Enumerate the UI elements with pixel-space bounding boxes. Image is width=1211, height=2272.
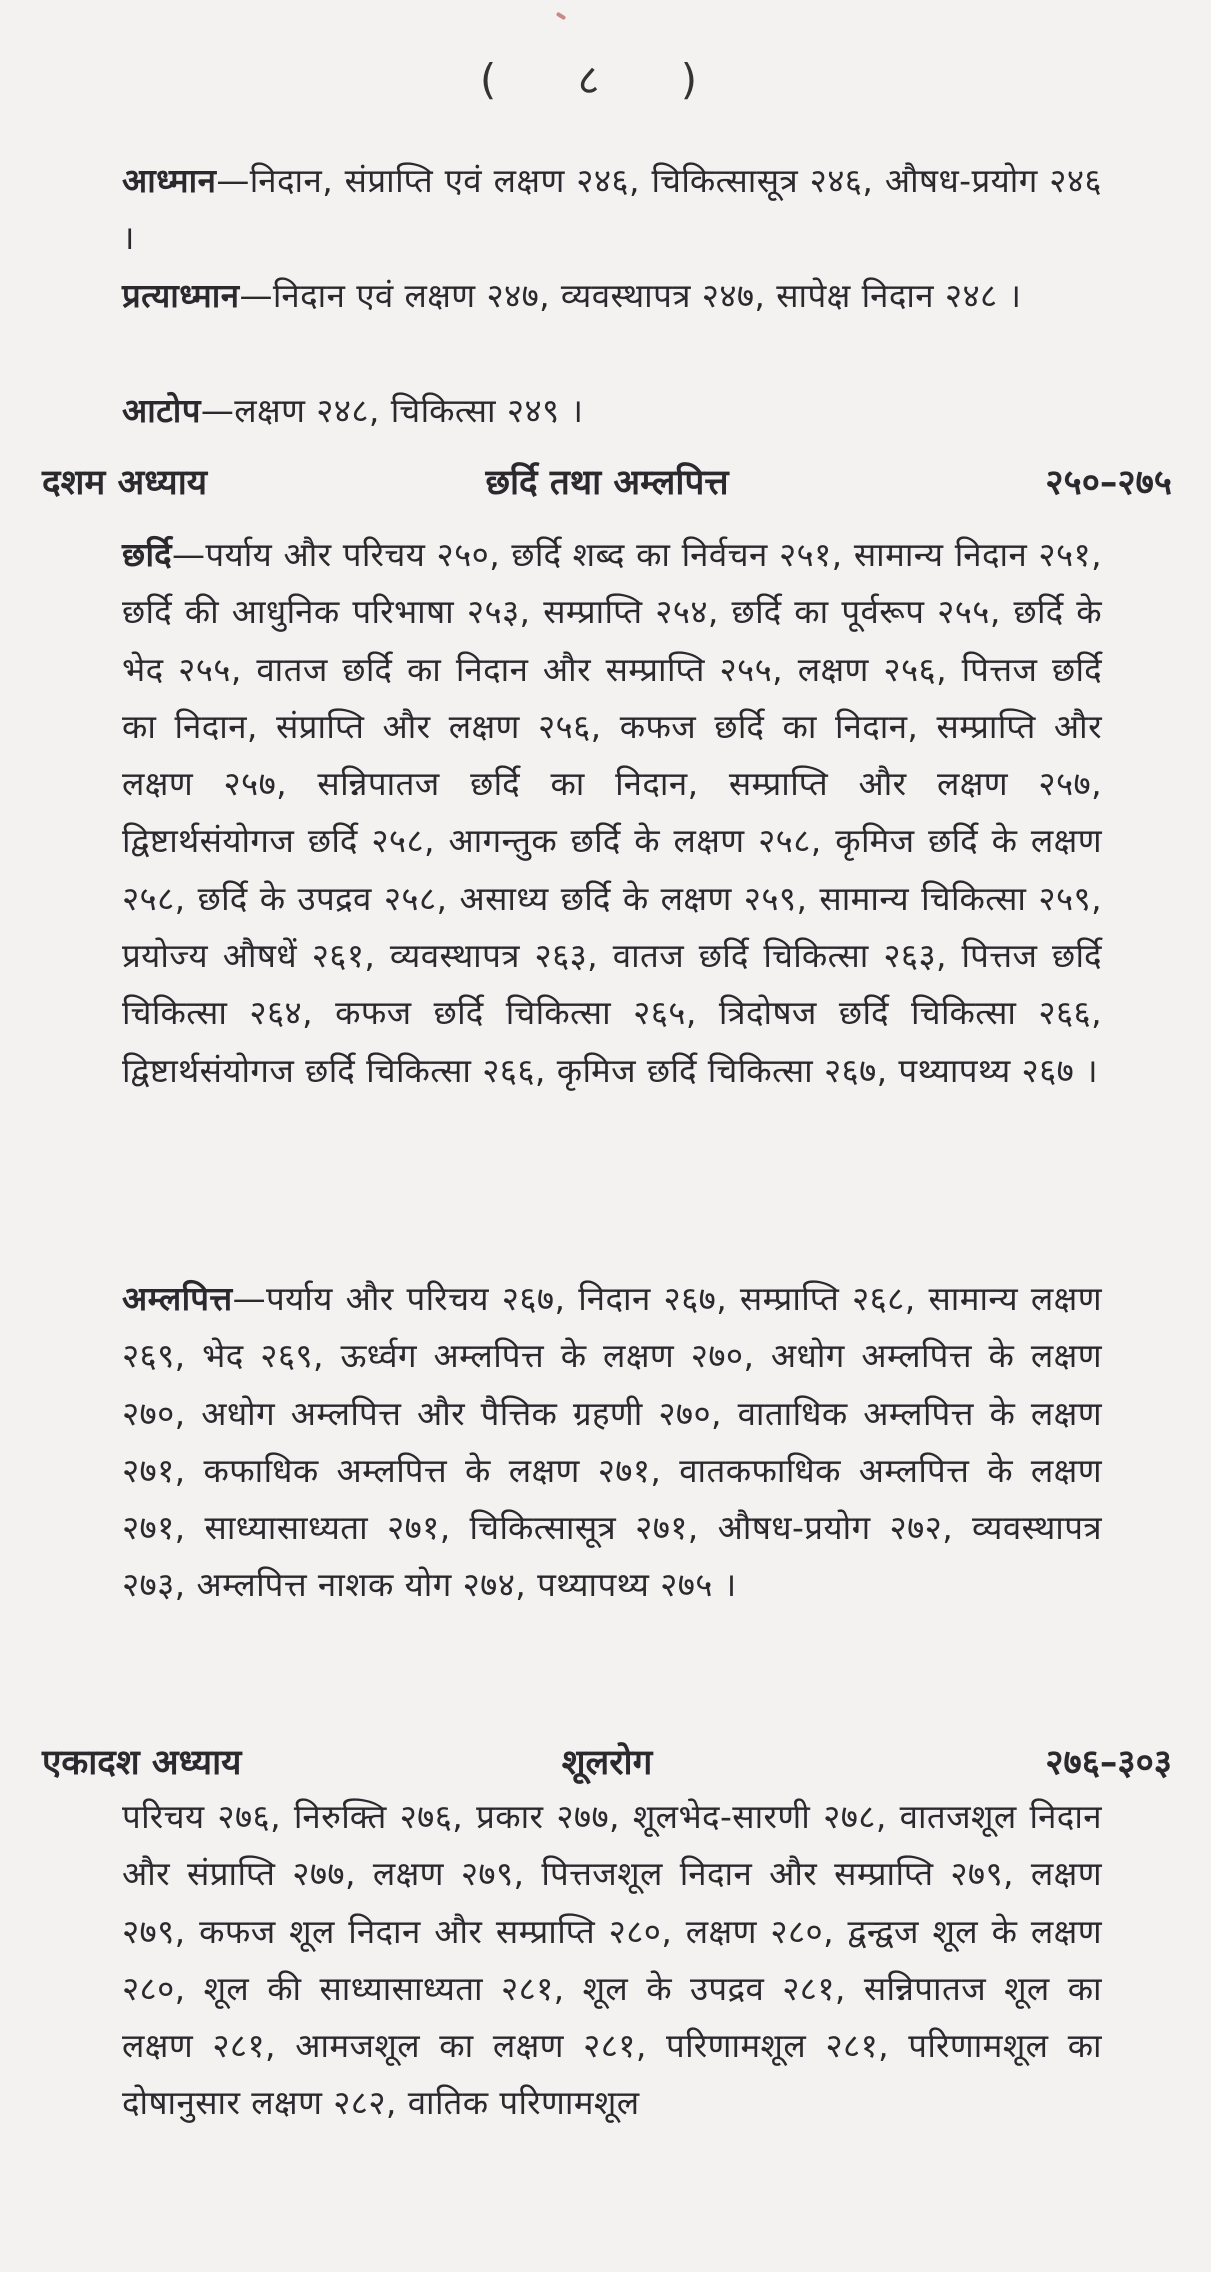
entry-term: प्रत्याध्मान (122, 276, 240, 315)
chapter-number: एकादश अध्याय (42, 1743, 242, 1783)
entry-shoolrog: परिचय २७६, निरुक्ति २७६, प्रकार २७७, शूलभेद-सारणी २७८, वातजशूल निदान और संप्राप्ति २७७, लक्षण २७९, पित्तजशूल निदान और सम्प्राप्ति २७९, लक्षण २७९, कफज शूल निदान और सम्प्राप्ति २८०, लक्षण २८०, द्वन्द्वज शूल के लक्षण २८०, शूल की साध्यासाध्यता २८१, शूल के उपद्रव २८१, सन्निपातज शूल का लक्षण २८१, आमजशूल का लक्षण २८१, परिणामशूल २८१, परिणामशूल का दोषानुसार लक्षण २८२, वातिक परिणामशूल (122, 1797, 1102, 2123)
chapter-number: दशम अध्याय (42, 463, 208, 503)
entry-text: —निदान एवं लक्षण २४७, व्यवस्थापत्र २४७, सापेक्ष निदान २४८ । (239, 276, 1022, 315)
page-number: ( ८ ) (479, 55, 732, 104)
entry-text: —निदान, संप्राप्ति एवं लक्षण २४६, चिकित्सासूत्र २४६, औषध-प्रयोग २४६ । (122, 161, 1102, 258)
chapter-heading (42, 1735, 1172, 1792)
chapter-title: शूलरोग (561, 1743, 653, 1783)
chapter-page-range: २५०–२७५ (1045, 463, 1172, 503)
chapter-page-range: २७६–३०३ (1045, 1743, 1172, 1783)
entry-text: —लक्षण २४८, चिकित्सा २४९ । (200, 391, 584, 430)
ink-speck (556, 12, 567, 21)
entry-term: अम्लपित्त (122, 1279, 233, 1318)
entry-text: —पर्याय और परिचय २६७, निदान २६७, सम्प्राप्ति २६८, सामान्य लक्षण २६९, भेद २६९, ऊर्ध्वग अम्लपित्त के लक्षण २७०, अधोग अम्लपित्त के लक्षण २७०, अधोग अम्लपित्त और पैत्तिक ग्रहणी २७०, वाताधिक अम्लपित्त के लक्षण २७१, कफाधिक अम्लपित्त के लक्षण २७१, वातकफाधिक अम्लपित्त के लक्षण २७१, साध्यासाध्यता २७१, चिकित्सासूत्र २७१, औषध-प्रयोग २७२, व्यवस्थापत्र २७३, अम्लपित्त नाशक योग २७४, पथ्यापथ्य २७५ । (122, 1279, 1102, 1605)
entry-adhman (122, 152, 1102, 267)
entry-chhardi (122, 526, 1102, 1099)
entry-amlapitta (122, 1270, 1102, 1614)
entry-term: आध्मान (122, 161, 217, 200)
entry-term: आटोप (122, 391, 201, 430)
chapter-heading (42, 455, 1172, 512)
entry-atop (122, 382, 1102, 439)
entry-term: छर्दि (122, 535, 173, 574)
entry-pratyadhman (122, 267, 1102, 324)
entry-text: —पर्याय और परिचय २५०, छर्दि शब्द का निर्वचन २५१, सामान्य निदान २५१, छर्दि की आधुनिक परिभाषा २५३, सम्प्राप्ति २५४, छर्दि का पूर्वरूप २५५, छर्दि के भेद २५५, वातज छर्दि का निदान और सम्प्राप्ति २५५, लक्षण २५६, पित्तज छर्दि का निदान, संप्राप्ति और लक्षण २५६, कफज छर्दि का निदान, सम्प्राप्ति और लक्षण २५७, सन्निपातज छर्दि का निदान, सम्प्राप्ति और लक्षण २५७, द्विष्टार्थसंयोगज छर्दि २५८, आगन्तुक छर्दि के लक्षण २५८, कृमिज छर्दि के लक्षण २५८, छर्दि के उपद्रव २५८, असाध्य छर्दि के लक्षण २५९, सामान्य चिकित्सा २५९, प्रयोज्य औषधें २६१, व्यवस्थापत्र २६३, वातज छर्दि चिकित्सा २६३, पित्तज छर्दि चिकित्सा २६४, कफज छर्दि चिकित्सा २६५, त्रिदोषज छर्दि चिकित्सा २६६, द्विष्टार्थसंयोगज छर्दि चिकित्सा २६६, कृमिज छर्दि चिकित्सा २६७, पथ्यापथ्य २६७ । (122, 535, 1102, 1090)
chapter-title: छर्दि तथा अम्लपित्त (485, 463, 729, 503)
